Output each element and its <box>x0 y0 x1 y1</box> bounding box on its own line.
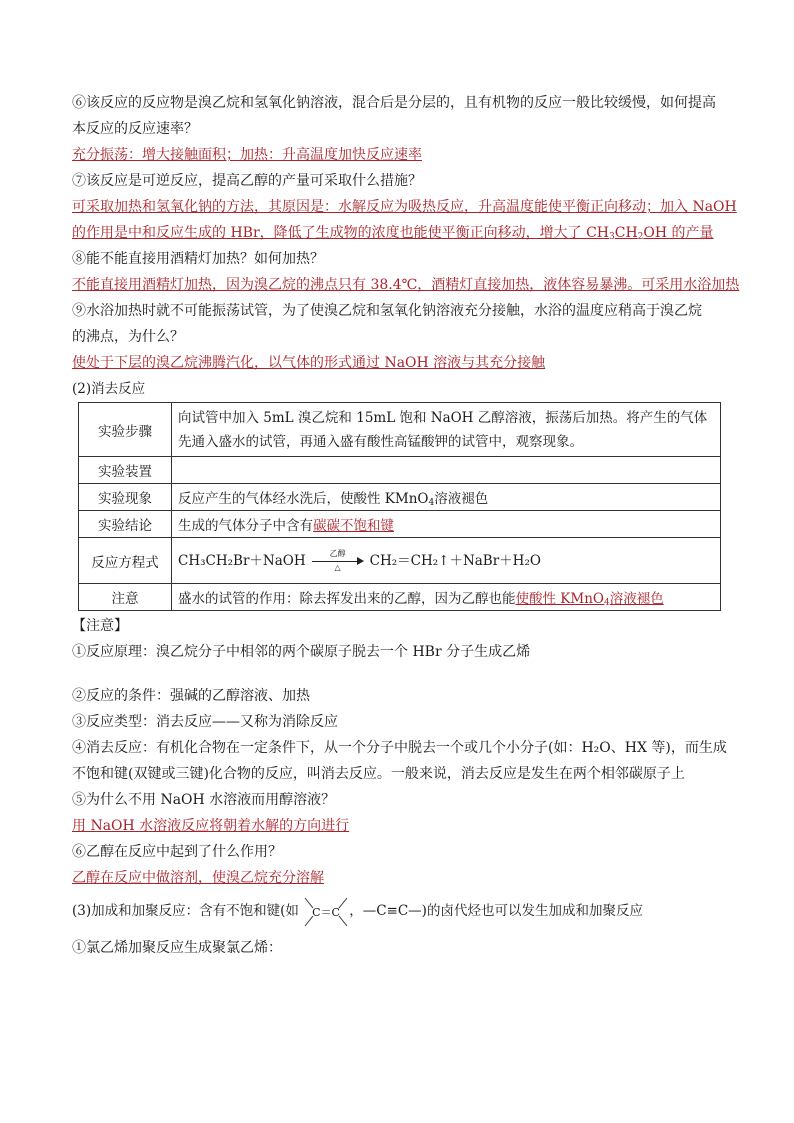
conclusion-answer: 碳碳不饱和键 <box>313 518 394 534</box>
q8-question: ⑧能不能直接用酒精灯加热？如何加热？ <box>72 251 324 267</box>
note-6-answer: 乙醇在反应中做溶剂，使溴乙烷充分溶解 <box>72 870 324 886</box>
section2-title: (2)消去反应 <box>72 381 146 397</box>
note-1: ①反应原理：溴乙烷分子中相邻的两个碳原子脱去一个 HBr 分子生成乙烯 <box>72 644 531 660</box>
q6-question-line2: 本反应的反应速率？ <box>72 121 198 137</box>
document-page <box>72 90 740 961</box>
notes-heading: 【注意】 <box>72 618 128 634</box>
q8-answer: 不能直接用酒精灯加热，因为溴乙烷的沸点只有 38.4℃，酒精灯直接加热，液体容易暴沸。可采用水浴加热 <box>72 277 740 293</box>
q9-question-line2: 的沸点，为什么？ <box>72 329 184 345</box>
note-4-line2: 不饱和键(双键或三键)化合物的反应，叫消去反应。一般来说，消去反应是发生在两个相邻碳原子上 <box>72 766 685 782</box>
steps-value: 向试管中加入 5mL 溴乙烷和 15mL 饱和 NaOH 乙醇溶液，振荡后加热。将产生的气体先通入盛水的试管，再通入盛有酸性高锰酸钾的试管中，观察现象。 <box>172 403 721 457</box>
note-answer: 使酸性 KMnO$_4$溶液褪色 <box>515 591 664 608</box>
reaction-equation: CH₃CH₂Br＋NaOH 乙醇 △ CH₂＝CH₂↑＋NaBr＋H₂O <box>172 538 721 584</box>
note-5-answer: 用 NaOH 水溶液反应将朝着水解的方向进行 <box>72 818 350 834</box>
q9-question-line1: ⑨水浴加热时就不可能振荡试管，为了使溴乙烷和氢氧化钠溶液充分接触，水浴的温度应稍高于溴乙烷 <box>72 303 702 319</box>
note-6-question: ⑥乙醇在反应中起到了什么作用？ <box>72 844 282 860</box>
q6-answer: 充分振荡：增大接触面积；加热：升高温度加快反应速率 <box>72 147 422 163</box>
q6-question-line1: ⑥该反应的反应物是溴乙烷和氢氧化钠溶液，混合后是分层的，且有机物的反应一般比较缓慢，如何提高 <box>72 95 716 111</box>
steps-label: 实验步骤 <box>79 403 172 457</box>
phenomenon-label: 实验现象 <box>79 484 172 511</box>
note-4-line1: ④消去反应：有机化合物在一定条件下，从一个分子中脱去一个或几个小分子(如：H₂O、HX 等)，而生成 <box>72 740 727 756</box>
experiment-table <box>78 402 721 611</box>
conclusion-value: 生成的气体分子中含有碳碳不饱和键 <box>172 511 721 538</box>
section3-line: (3)加成和加聚反应：含有不饱和键(如 C＝C ，—C≡C—)的卤代烃也可以发生加成和加聚反应 <box>72 891 727 931</box>
q7-answer-line1: 可采取加热和氢氧化钠的方法，其原因是：水解反应为吸热反应，升高温度能使平衡正向移动；加入 NaOH <box>72 199 737 215</box>
note-label: 注意 <box>79 584 172 611</box>
note-3: ③反应类型：消去反应——又称为消除反应 <box>72 714 338 730</box>
reaction-arrow: 乙醇 △ <box>312 550 364 572</box>
apparatus-label: 实验装置 <box>79 457 172 484</box>
last-line: ①氯乙烯加聚反应生成聚氯乙烯： <box>72 940 282 956</box>
equation-label: 反应方程式 <box>79 538 172 584</box>
note-2: ②反应的条件：强碱的乙醇溶液、加热 <box>72 688 310 704</box>
note-5-question: ⑤为什么不用 NaOH 水溶液而用醇溶液？ <box>72 792 336 808</box>
apparatus-value <box>172 457 721 484</box>
q7-answer-line2: 的作用是中和反应生成的 HBr，降低了生成物的浓度也能使平衡正向移动，增大了 $CH_3CH_2OH$ 的产量 <box>72 225 714 242</box>
note-value: 盛水的试管的作用：除去挥发出来的乙醇，因为乙醇也能使酸性 KMnO$_4$溶液褪色 <box>172 584 721 611</box>
conclusion-label: 实验结论 <box>79 511 172 538</box>
q7-question: ⑦该反应是可逆反应，提高乙醇的产量可采取什么措施？ <box>72 173 422 189</box>
double-bond-icon <box>303 895 349 929</box>
svg-text:C＝C: C＝C <box>312 905 341 919</box>
q9-answer: 使处于下层的溴乙烷沸腾汽化，以气体的形式通过 NaOH 溶液与其充分接触 <box>72 355 546 371</box>
phenomenon-value: 反应产生的气体经水洗后，使酸性 KMnO$_4$溶液褪色 <box>172 484 721 511</box>
